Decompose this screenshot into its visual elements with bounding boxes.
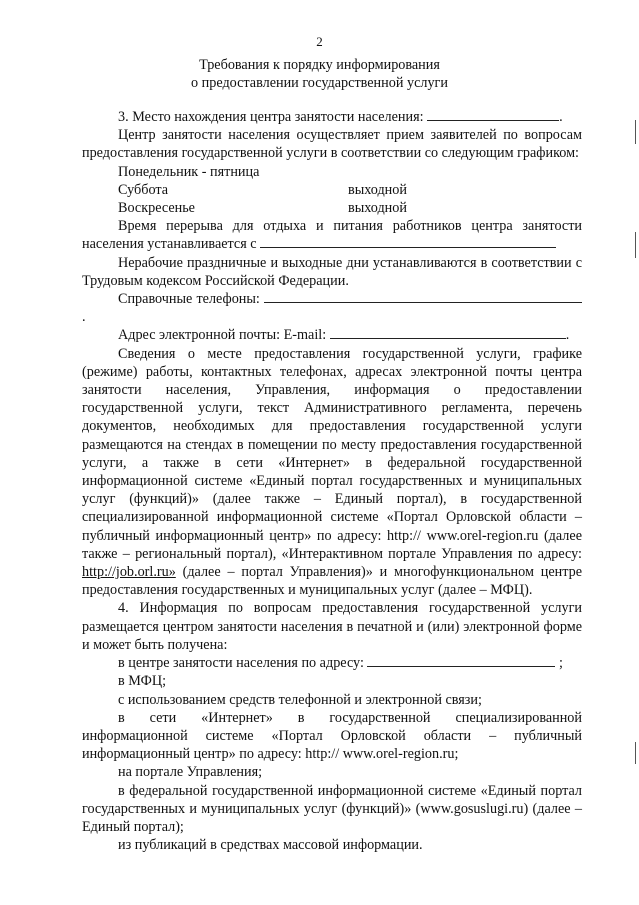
list-item-mfc: в МФЦ; xyxy=(118,673,167,690)
paragraph-email: Адрес электронной почты: E-mail: . xyxy=(118,327,570,344)
list-item-phone: с использованием средств телефонной и электронной связи; xyxy=(118,691,482,708)
title-line: Требования к порядку информирования xyxy=(199,57,440,73)
schedule-row xyxy=(82,199,582,217)
scan-edge-mark xyxy=(635,120,636,144)
paragraph-place: 3. Место нахождения центра занятости населения: . xyxy=(118,109,563,125)
section-title xyxy=(0,56,639,92)
portal-link[interactable]: http://job.orl.ru» xyxy=(82,564,176,581)
document-body xyxy=(82,108,582,854)
list-item-internet: в сети «Интернет» в государственной специализированной информационной системе «Портал Орловской области – публичный информационный центр» по адресу: http:// www.orel-region.ru; xyxy=(82,709,582,763)
schedule-row xyxy=(82,163,582,181)
list-item-media: из публикаций в средствах массовой информации. xyxy=(118,837,423,854)
paragraph-schedule-intro: Центр занятости населения осуществляет прием заявителей по вопросам предоставления государственной услуги в соответствии со следующим графиком: xyxy=(82,127,582,162)
schedule-day: Суббота xyxy=(118,181,169,198)
paragraph-info: Сведения о месте предоставления государственной услуги, графике (режиме) работы, контактных телефонах, адресах электронной почты центра занятости населения, Управления, информация о предоставлении государственной услуги, текст Административного регламента, перечень документов, необходимых для предоставления государственной услуги размещаются на стендах в помещении по месту предоставления государственной услуги, а также в сети «Интернет» в федеральной государственной информационной системе «Единый портал государственных и муниципальных услуг (функций)» (далее также – Единый портал), в государственной специализированной информационной системе «Портал Орловской области – публичный информационный центр» по адресу: http:// www.orel-region.ru (далее также – региональный портал), «Интерактивном портале Управления по адресу: http://job.orl.ru» (далее – портал Управления)» и многофункциональном центре предоставления государственных и муниципальных услуг (далее – МФЦ). xyxy=(82,345,582,599)
schedule-day: Воскресенье xyxy=(118,200,195,217)
schedule-value: выходной xyxy=(348,181,407,198)
scan-edge-mark xyxy=(635,232,636,258)
schedule-value: выходной xyxy=(348,200,407,217)
schedule-day: Понедельник - пятница xyxy=(118,163,260,180)
paragraph-holidays: Нерабочие праздничные и выходные дни устанавливаются в соответствии с Трудовым кодексом Российской Федерации. xyxy=(82,254,582,289)
title-line: о предоставлении государственной услуги xyxy=(191,75,448,91)
scan-edge-mark xyxy=(635,742,636,764)
paragraph-break: Время перерыва для отдыха и питания работников центра занятости населения устанавливается с xyxy=(82,218,582,253)
paragraph-section-4: 4. Информация по вопросам предоставления государственной услуги размещается центром занятости населения в печатной и (или) электронной форме и может быть получена: xyxy=(82,600,582,653)
page-number: 2 xyxy=(316,34,323,49)
schedule-row xyxy=(82,181,582,199)
list-item-federal: в федеральной государственной информационной системе «Единый портал государственных и муниципальных услуг (функций)» (www.gosuslugi.ru) (далее – Единый портал); xyxy=(82,782,582,835)
list-item-center: в центре занятости населения по адресу: ; xyxy=(118,655,563,672)
list-item-portal: на портале Управления; xyxy=(118,764,263,781)
paragraph-phones: Справочные телефоны: . xyxy=(82,290,582,326)
